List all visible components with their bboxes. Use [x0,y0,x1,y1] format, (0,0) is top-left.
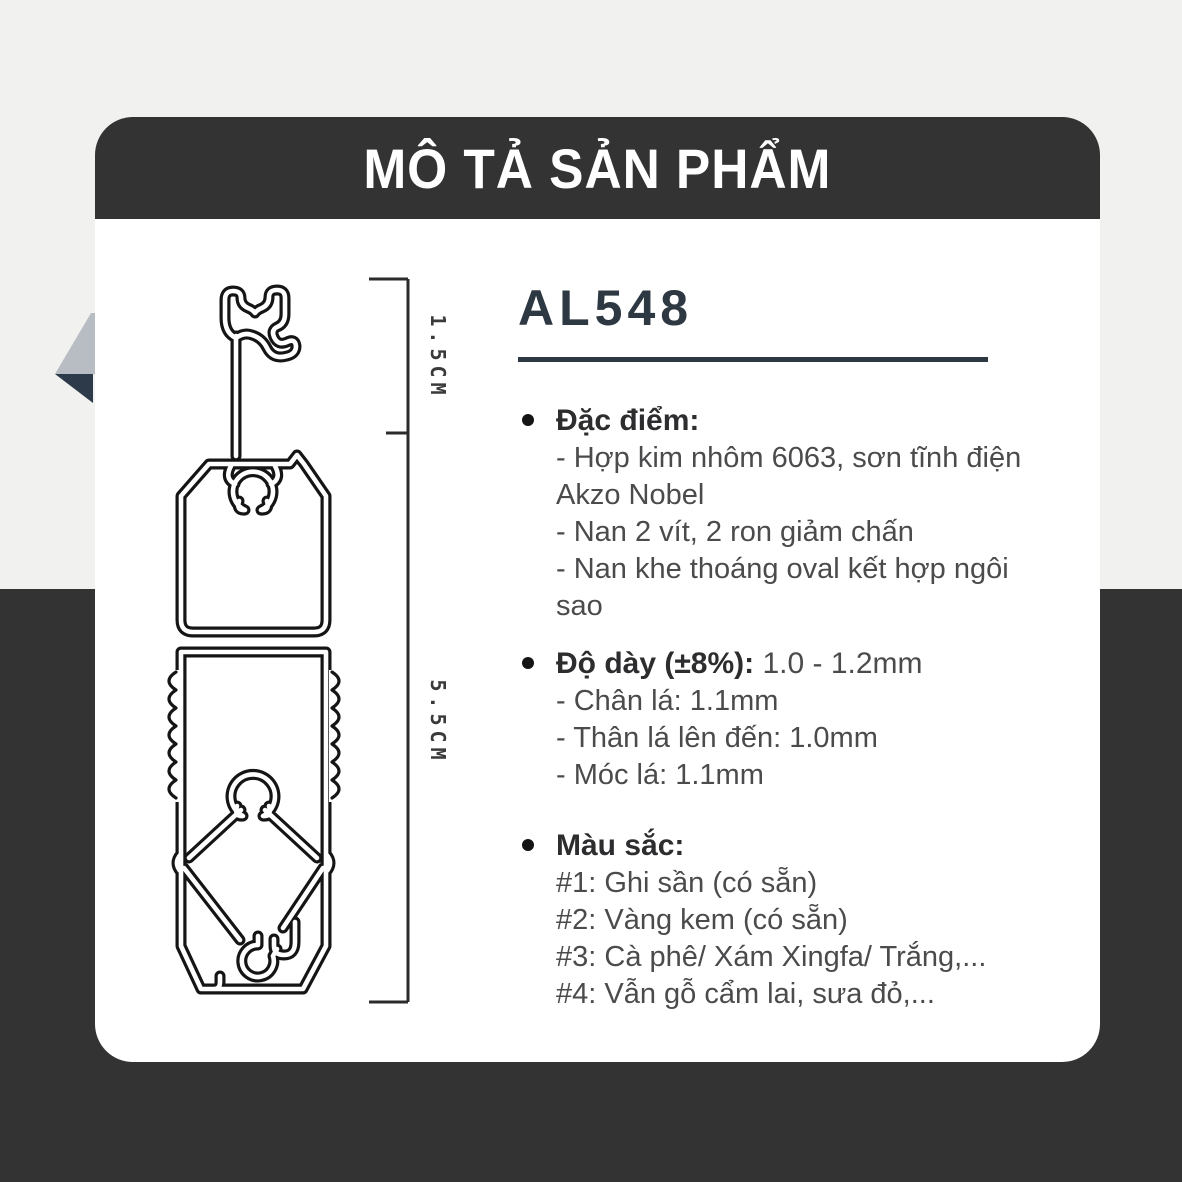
dimension-label-bottom: 5.5CM [426,679,450,765]
bullet-icon [522,657,534,669]
section-lines [556,683,1056,794]
profile-outline-outer [177,290,330,989]
section-heading-row [518,402,1038,440]
section-heading-bold: Đặc điểm: [556,404,700,437]
dimension-line [369,279,408,1002]
thickness-line: - Chân lá: 1.1mm [556,685,779,717]
product-card [95,117,1100,1062]
section-heading-bold: Màu sắc: [556,829,685,862]
section-lines [556,865,1056,1013]
section-heading-bold: Độ dày (±8%): [556,647,755,680]
section-heading [556,645,923,683]
section-lines [556,440,1056,625]
product-code: AL548 [518,280,694,336]
feature-line: - Nan khe thoáng oval kết hợp ngôi sao [556,553,1009,622]
section-heading [556,402,699,440]
bullet-icon [522,839,534,851]
product-details [518,280,1038,1013]
section-features [518,402,1038,625]
page-title: MÔ TẢ SẢN PHẨM [363,136,832,200]
color-option-line: #4: Vẫn gỗ cẩm lai, sưa đỏ,... [556,978,935,1010]
title-underline [518,357,988,362]
section-heading-row [518,827,1038,865]
section-heading-suffix: 1.0 - 1.2mm [754,647,923,680]
color-option-line: #1: Ghi sần (có sẵn) [556,867,818,899]
feature-line: - Nan 2 vít, 2 ron giảm chấn [556,516,914,548]
color-option-line: #2: Vàng kem (có sẵn) [556,904,848,936]
profile-cross-section-diagram [150,255,470,1025]
feature-line: - Hợp kim nhôm 6063, sơn tĩnh điện Akzo Nobel [556,442,1022,511]
section-heading [556,827,684,865]
bullet-icon [522,414,534,426]
section-colors [518,827,1038,1013]
thickness-line: - Móc lá: 1.1mm [556,759,764,791]
header-banner [95,117,1100,219]
dimension-annotations [369,279,450,1002]
section-thickness [518,645,1038,794]
thickness-line: - Thân lá lên đến: 1.0mm [556,722,878,754]
logo-navy-triangle [55,374,93,403]
dimension-label-top: 1.5CM [426,314,450,400]
section-heading-row [518,645,1038,683]
color-option-line: #3: Cà phê/ Xám Xingfa/ Trắng,... [556,941,987,973]
